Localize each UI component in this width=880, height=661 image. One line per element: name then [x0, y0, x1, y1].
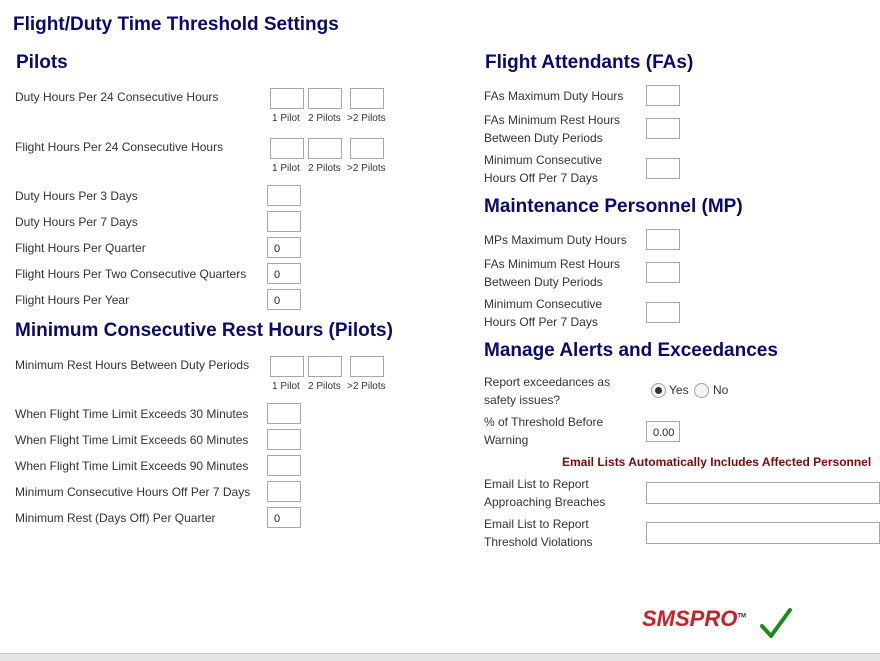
flight24-col-1pilot: 1 Pilot: [272, 163, 300, 174]
flight-two-quarters-label: Flight Hours Per Two Consecutive Quarters: [15, 267, 247, 281]
duty24-over2pilots-input[interactable]: [350, 88, 384, 109]
min-rest-1pilot-input[interactable]: [270, 356, 304, 377]
fas-max-duty-input[interactable]: [646, 85, 680, 106]
report-yes-radio[interactable]: [651, 383, 666, 398]
duty3days-input[interactable]: [267, 185, 301, 206]
mp-min-rest-label-line1: FAs Minimum Rest Hours: [484, 257, 621, 271]
violations-label-line2: Threshold Violations: [484, 535, 593, 549]
flight-two-quarters-input[interactable]: 0: [267, 263, 301, 284]
fas-heading: Flight Attendants (FAs): [485, 52, 694, 73]
off7days-label: Minimum Consecutive Hours Off Per 7 Days: [15, 485, 251, 499]
mp-min-rest-input[interactable]: [646, 262, 680, 283]
exceeds30-label: When Flight Time Limit Exceeds 30 Minutes: [15, 407, 249, 421]
min-rest-2pilots-input[interactable]: [308, 356, 342, 377]
flight24-label: Flight Hours Per 24 Consecutive Hours: [15, 140, 224, 154]
duty24-col-1pilot: 1 Pilot: [272, 113, 300, 124]
duty24-1pilot-input[interactable]: [270, 88, 304, 109]
flight24-2pilots-input[interactable]: [308, 138, 342, 159]
fas-off7-input[interactable]: [646, 158, 680, 179]
flight-year-label: Flight Hours Per Year: [15, 293, 130, 307]
min-rest-col-1pilot: 1 Pilot: [272, 381, 300, 392]
mp-max-duty-input[interactable]: [646, 229, 680, 250]
mp-off7-input[interactable]: [646, 302, 680, 323]
rest-heading: Minimum Consecutive Rest Hours (Pilots): [15, 320, 393, 341]
logo-text: SMSPRO: [642, 606, 738, 631]
flight-quarter-input[interactable]: 0: [267, 237, 301, 258]
alerts-heading: Manage Alerts and Exceedances: [484, 340, 778, 361]
duty3days-label: Duty Hours Per 3 Days: [15, 189, 138, 203]
approaching-label-line1: Email List to Report: [484, 477, 589, 491]
min-rest-over2pilots-input[interactable]: [350, 356, 384, 377]
flight24-1pilot-input[interactable]: [270, 138, 304, 159]
mp-heading: Maintenance Personnel (MP): [484, 196, 743, 217]
report-no-radio[interactable]: [694, 383, 709, 398]
threshold-label-line1: % of Threshold Before: [484, 415, 604, 429]
exceeds60-label: When Flight Time Limit Exceeds 60 Minutes: [15, 433, 249, 447]
duty24-label: Duty Hours Per 24 Consecutive Hours: [15, 90, 219, 104]
days-off-quarter-label: Minimum Rest (Days Off) Per Quarter: [15, 511, 216, 525]
approaching-label-line2: Approaching Breaches: [484, 495, 606, 509]
exceeds60-input[interactable]: [267, 429, 301, 450]
violations-label-line1: Email List to Report: [484, 517, 589, 531]
mp-min-rest-label-line2: Between Duty Periods: [484, 275, 603, 289]
duty7days-label: Duty Hours Per 7 Days: [15, 215, 138, 229]
smspro-logo: [642, 606, 746, 632]
threshold-input[interactable]: 0.00: [646, 421, 680, 442]
approaching-email-input[interactable]: [646, 482, 880, 504]
mp-off7-label-line1: Minimum Consecutive: [484, 297, 603, 311]
report-label-line1: Report exceedances as: [484, 375, 611, 389]
flight-year-input[interactable]: 0: [267, 289, 301, 310]
page-title: Flight/Duty Time Threshold Settings: [13, 14, 339, 35]
days-off-quarter-input[interactable]: 0: [267, 507, 301, 528]
flight24-col-over2pilots: >2 Pilots: [347, 163, 386, 174]
min-rest-col-2pilots: 2 Pilots: [308, 381, 341, 392]
flight24-col-2pilots: 2 Pilots: [308, 163, 341, 174]
fas-max-duty-label: FAs Maximum Duty Hours: [484, 89, 624, 103]
fas-min-rest-label-line2: Between Duty Periods: [484, 131, 603, 145]
duty7days-input[interactable]: [267, 211, 301, 232]
pilots-heading: Pilots: [16, 52, 68, 73]
duty24-col-2pilots: 2 Pilots: [308, 113, 341, 124]
fas-off7-label-line1: Minimum Consecutive: [484, 153, 603, 167]
violations-email-input[interactable]: [646, 522, 880, 544]
duty24-2pilots-input[interactable]: [308, 88, 342, 109]
exceeds90-label: When Flight Time Limit Exceeds 90 Minutes: [15, 459, 249, 473]
off7days-input[interactable]: [267, 481, 301, 502]
exceeds30-input[interactable]: [267, 403, 301, 424]
flight24-over2pilots-input[interactable]: [350, 138, 384, 159]
mp-off7-label-line2: Hours Off Per 7 Days: [484, 315, 598, 329]
report-yes-label[interactable]: Yes: [669, 383, 689, 397]
flight-quarter-label: Flight Hours Per Quarter: [15, 241, 146, 255]
threshold-label-line2: Warning: [484, 433, 529, 447]
exceeds90-input[interactable]: [267, 455, 301, 476]
fas-off7-label-line2: Hours Off Per 7 Days: [484, 171, 598, 185]
min-rest-col-over2pilots: >2 Pilots: [347, 381, 386, 392]
report-label-line2: safety issues?: [484, 393, 561, 407]
checkmark-icon: [760, 606, 792, 640]
duty24-col-over2pilots: >2 Pilots: [347, 113, 386, 124]
logo-tm: TM: [737, 613, 747, 620]
fas-min-rest-input[interactable]: [646, 118, 680, 139]
min-rest-label: Minimum Rest Hours Between Duty Periods: [15, 358, 250, 372]
report-no-label[interactable]: No: [713, 383, 729, 397]
fas-min-rest-label-line1: FAs Minimum Rest Hours: [484, 113, 621, 127]
mp-max-duty-label: MPs Maximum Duty Hours: [484, 233, 627, 247]
email-note: Email Lists Automatically Includes Affected Personnel: [562, 455, 872, 469]
